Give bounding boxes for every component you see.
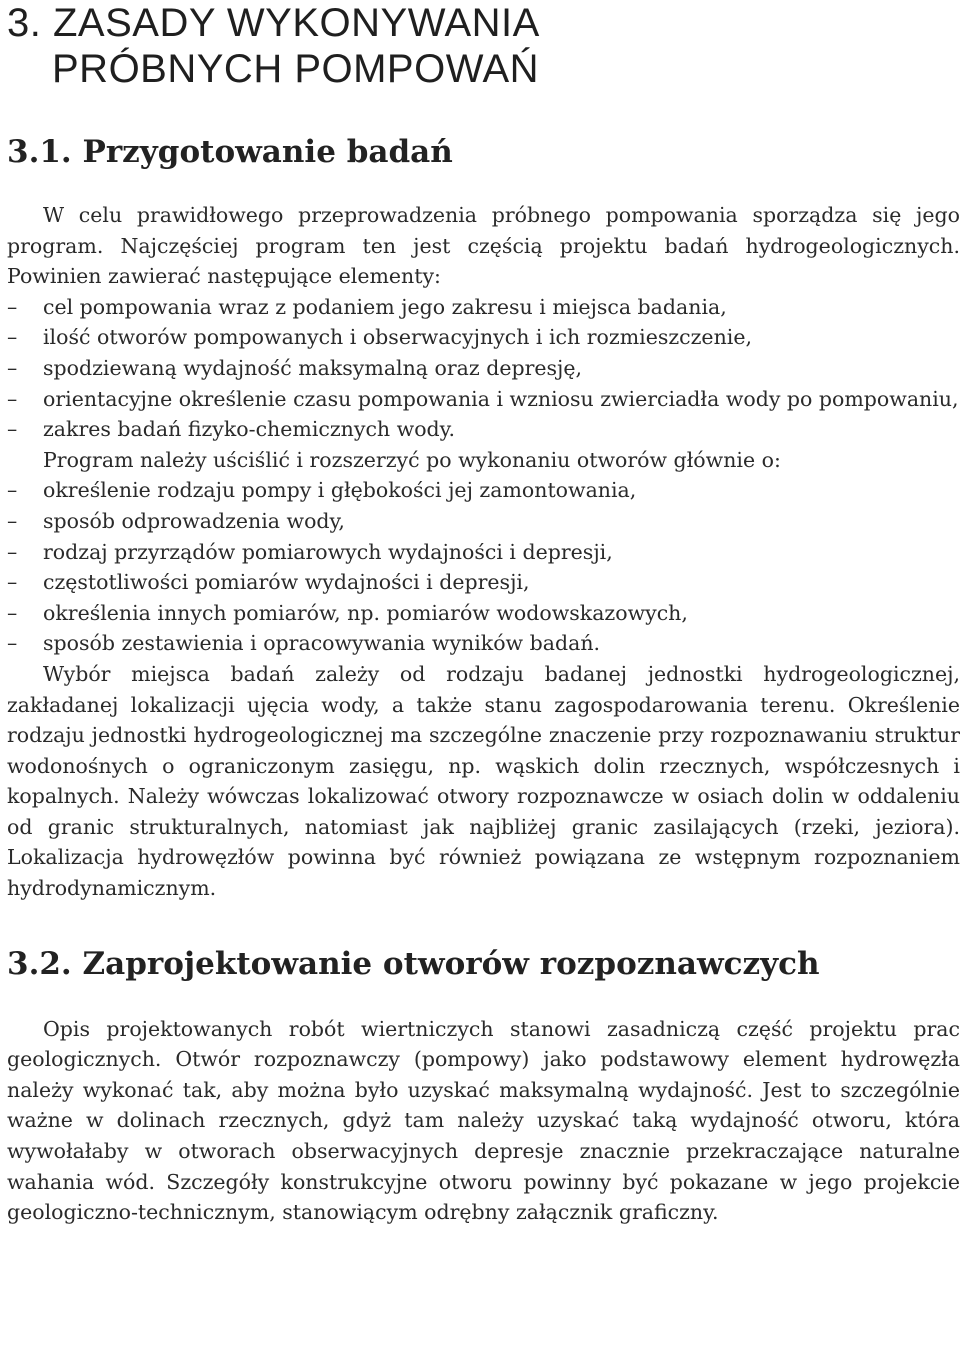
list-item: – sposób odprowadzenia wody,	[7, 506, 960, 537]
program-extension-list	[7, 475, 960, 659]
document-page	[7, 0, 960, 1228]
section-title-3-2: 3.2. Zaprojektowanie otworów rozpoznawczych	[7, 945, 820, 982]
list-item: – ilość otworów pompowanych i obserwacyjnych i ich rozmieszczenie,	[7, 322, 960, 353]
list-item: – spodziewaną wydajność maksymalną oraz depresję,	[7, 353, 960, 384]
section2-body-paragraph: Opis projektowanych robót wiertniczych stanowi zasadniczą część projektu prac geologicznych. Otwór rozpoznawczy (pompowy) jako podstawowy element hydrowęzła należy wykonać tak, aby można było uzyskać maksymalną wydajność. Jest to szczególnie ważne w dolinach rzecznych, gdyż tam należy uzyskać taką wydajność otworu, która wywołałaby w otworach obserwacyjnych depresje znacznie przekraczające naturalne wahania wód. Szczegóły konstrukcyjne otworu powinny być pokazane w jego projekcie geologiczno-technicznym, stanowiącym odrębny załącznik graficzny.	[7, 1016, 960, 1225]
list-item: – sposób zestawienia i opracowywania wyników badań.	[7, 628, 960, 659]
program-elements-list	[7, 292, 960, 445]
list-item: – cel pompowania wraz z podaniem jego zakresu i miejsca badania,	[7, 292, 960, 323]
list-item: – częstotliwości pomiarów wydajności i depresji,	[7, 567, 960, 598]
program-extension-paragraph: Program należy uściślić i rozszerzyć po wykonaniu otworów głównie o:	[43, 447, 781, 472]
chapter-title-line2: PRÓBNYCH POMPOWAŃ	[52, 47, 540, 91]
list-item: – rodzaj przyrządów pomiarowych wydajności i depresji,	[7, 537, 960, 568]
section-title-3-1: 3.1. Przygotowanie badań	[7, 134, 453, 170]
list-item: – określenia innych pomiarów, np. pomiarów wodowskazowych,	[7, 598, 960, 629]
list-item: – orientacyjne określenie czasu pompowania i wzniosu zwierciadła wody po pompowaniu,	[7, 384, 960, 415]
list-item: – zakres badań fizyko-chemicznych wody.	[7, 414, 960, 445]
chapter-title-line1: 3. ZASADY WYKONYWANIA	[7, 1, 540, 45]
location-paragraph: Wybór miejsca badań zależy od rodzaju badanej jednostki hydrogeologicznej, zakładanej lokalizacji ujęcia wody, a także stanu zagospodarowania terenu. Określenie rodzaju jednostki hydrogeologicznej ma szczególne znaczenie przy rozpoznawaniu struktur wodonośnych o ograniczonym zasięgu, np. wąskich dolin rzecznych, współczesnych i kopalnych. Należy wówczas lokalizować otwory rozpoznawcze w osiach dolin w oddaleniu od granic strukturalnych, natomiast jak najbliżej granic zasilających (rzeki, jeziora). Lokalizacja hydrowęzłów powinna być również powiązana ze wstępnym rozpoznaniem hydrodynamicznym.	[7, 661, 960, 901]
section1-intro-paragraph: W celu prawidłowego przeprowadzenia próbnego pompowania sporządza się jego program. Najczęściej program ten jest częścią projektu badań hydrogeologicznych. Powinien zawierać następujące elementy:	[7, 203, 960, 289]
list-item: – określenie rodzaju pompy i głębokości jej zamontowania,	[7, 475, 960, 506]
chapter-title	[7, 0, 960, 92]
